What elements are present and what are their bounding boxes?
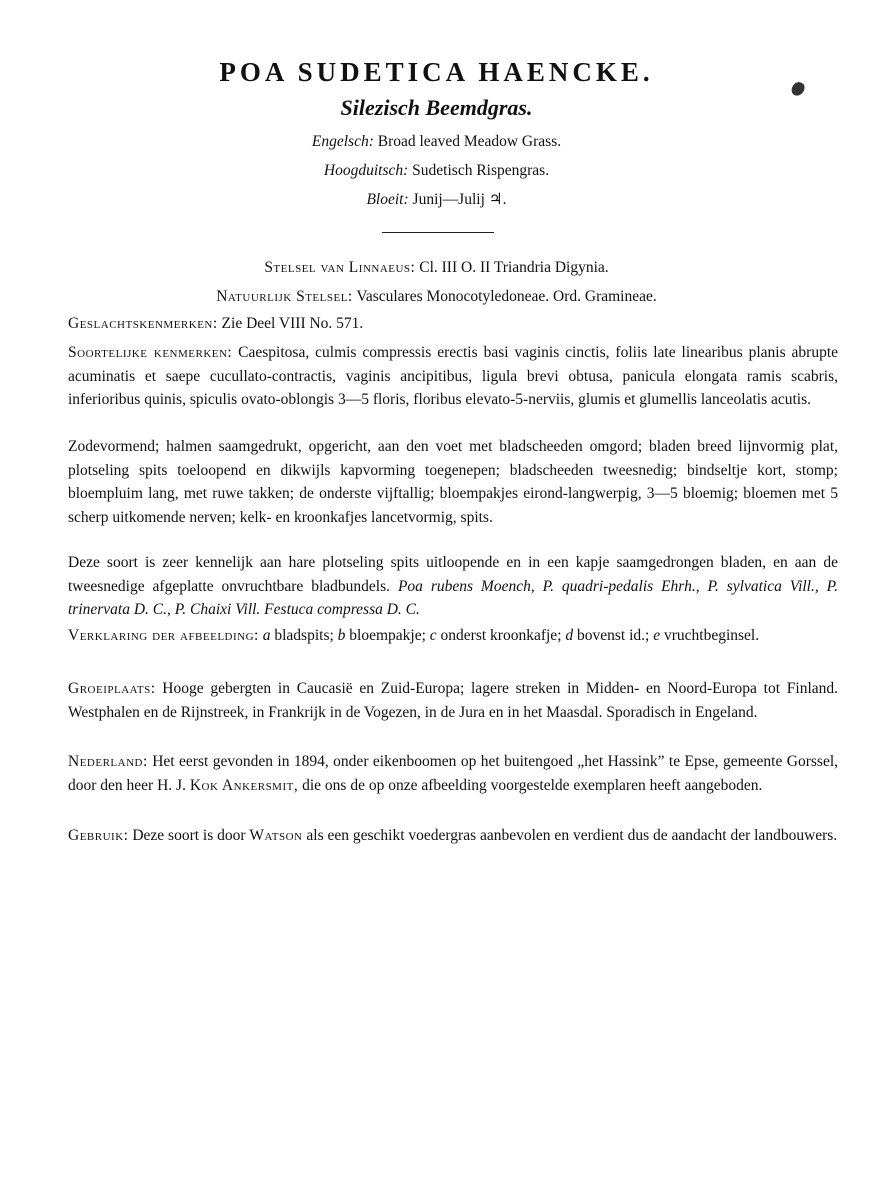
page-subtitle: Silezisch Beemdgras. bbox=[340, 95, 533, 120]
page-title: POA SUDETICA HAENCKE. bbox=[219, 57, 654, 87]
netherlands-text-2: die ons de op onze afbeelding voorgestelde exemplaren heeft aangeboden. bbox=[302, 776, 763, 794]
genus-label: Geslachtskenmerken: bbox=[68, 315, 218, 332]
bloom-line bbox=[0, 190, 873, 210]
note-paragraph bbox=[68, 551, 838, 622]
genus-value: Zie Deel VIII No. 571. bbox=[221, 315, 364, 332]
netherlands-text-1: Het eerst gevonden in 1894, onder eikenboomen op het buitengoed „het Hassink” te Epse, gemeente Gorssel, door den heer H. J. bbox=[68, 753, 839, 794]
german-value: Sudetisch Rispengras. bbox=[412, 162, 550, 179]
species-text: Caespitosa, culmis compressis erectis basi vaginis cinctis, foliis late linearibus planis abrupte acuminatis et saepe cucullato-contractis, vaginis ancipitibus, ligula brevi obtusa, panicula elongata ramis scabris, inferioribus quinis, spiculis ovato-oblongis 3—5 floris, floribus elevato-5-nerviis, glumis et glumellis lanceolatis acutis. bbox=[68, 344, 838, 408]
figure-label: Verklaring der afbeelding: bbox=[68, 627, 259, 644]
linnaeus-value: Cl. III O. II Triandria Digynia. bbox=[419, 259, 609, 276]
synonyms-text: Poa rubens Moench, P. quadri-pedalis Ehrh., P. sylvatica Vill., P. trinervata D. C., P. Chaixi Vill. Festuca compressa D. C. bbox=[68, 577, 838, 618]
use-text-1: Deze soort is door bbox=[132, 827, 246, 844]
german-name-line bbox=[0, 161, 873, 181]
german-label: Hoogduitsch: bbox=[323, 162, 409, 179]
use-person-name: Watson bbox=[249, 827, 303, 844]
title-divider bbox=[382, 232, 494, 233]
figure-c-text: onderst kroonkafje; bbox=[440, 627, 562, 644]
use-label: Gebruik: bbox=[68, 827, 129, 844]
species-characters-paragraph bbox=[68, 341, 838, 412]
natural-system-line bbox=[0, 287, 873, 307]
dutch-description-paragraph: Zodevormend; halmen saamgedrukt, opgericht, aan den voet met bladscheeden omgord; bladen breed lijnvormig plat, plotseling spits toeloopend en dikwijls kapvorming toegenepen; bladscheeden tweesnedig; bindseltje kort, stomp; bloempluim lang, met ruwe takken; de onderste vijftallig; bloempakjes eirond-langwerpig, 3—5 bloemig; bloemen met 5 scherp uitkomende nerven; kelk- en kroonkafjes lancetvormig, spits. bbox=[68, 438, 838, 526]
figure-a-letter: a bbox=[262, 627, 271, 644]
linnaeus-label: Stelsel van Linnaeus: bbox=[264, 259, 416, 276]
netherlands-person-name: Kok Ankersmit, bbox=[189, 776, 299, 794]
use-text-2: als een geschikt voedergras aanbevolen en verdient dus de aandacht der landbouwers. bbox=[306, 827, 838, 844]
figure-d-text: bovenst id.; bbox=[577, 627, 650, 644]
natural-system-value: Vasculares Monocotyledoneae. Ord. Gramineae. bbox=[356, 288, 657, 305]
linnaeus-line bbox=[0, 258, 873, 278]
bloom-value: Junij—Julij ♃. bbox=[412, 191, 507, 208]
habitat-text: Hooge gebergten in Caucasië en Zuid-Europa; lagere streken in Midden- en Noord-Europa tot Finland. Westphalen en de Rijnstreek, in Frankrijk in de Vogezen, in de Jura en in het Maasdal. Sporadisch in Engeland. bbox=[68, 680, 839, 721]
figure-e-letter: e bbox=[653, 627, 661, 644]
figure-explanation-paragraph bbox=[68, 624, 838, 648]
figure-e-text: vruchtbeginsel. bbox=[663, 627, 760, 644]
habitat-paragraph bbox=[68, 677, 838, 724]
figure-b-text: bloempakje; bbox=[349, 627, 426, 644]
english-name-line bbox=[0, 132, 873, 152]
figure-d-letter: d bbox=[565, 627, 574, 644]
netherlands-label: Nederland: bbox=[68, 753, 148, 770]
species-label: Soortelijke kenmerken: bbox=[68, 344, 233, 361]
netherlands-paragraph bbox=[68, 750, 838, 797]
english-value: Broad leaved Meadow Grass. bbox=[377, 133, 562, 150]
use-paragraph bbox=[68, 824, 838, 848]
genus-line bbox=[68, 314, 363, 334]
figure-c-letter: c bbox=[429, 627, 437, 644]
note-text: Deze soort is zeer kennelijk aan hare plotseling spits uitloopende en in een kapje saamgedrongen bladen, en aan de tweesnedige afgeplatte onvruchtbare bladbundels. bbox=[68, 554, 838, 595]
bloom-label: Bloeit: bbox=[366, 191, 409, 208]
english-label: Engelsch: bbox=[311, 133, 374, 150]
figure-a-text: bladspits; bbox=[274, 627, 334, 644]
natural-system-label: Natuurlijk Stelsel: bbox=[216, 288, 353, 305]
figure-b-letter: b bbox=[337, 627, 346, 644]
habitat-label: Groeiplaats: bbox=[68, 680, 156, 697]
